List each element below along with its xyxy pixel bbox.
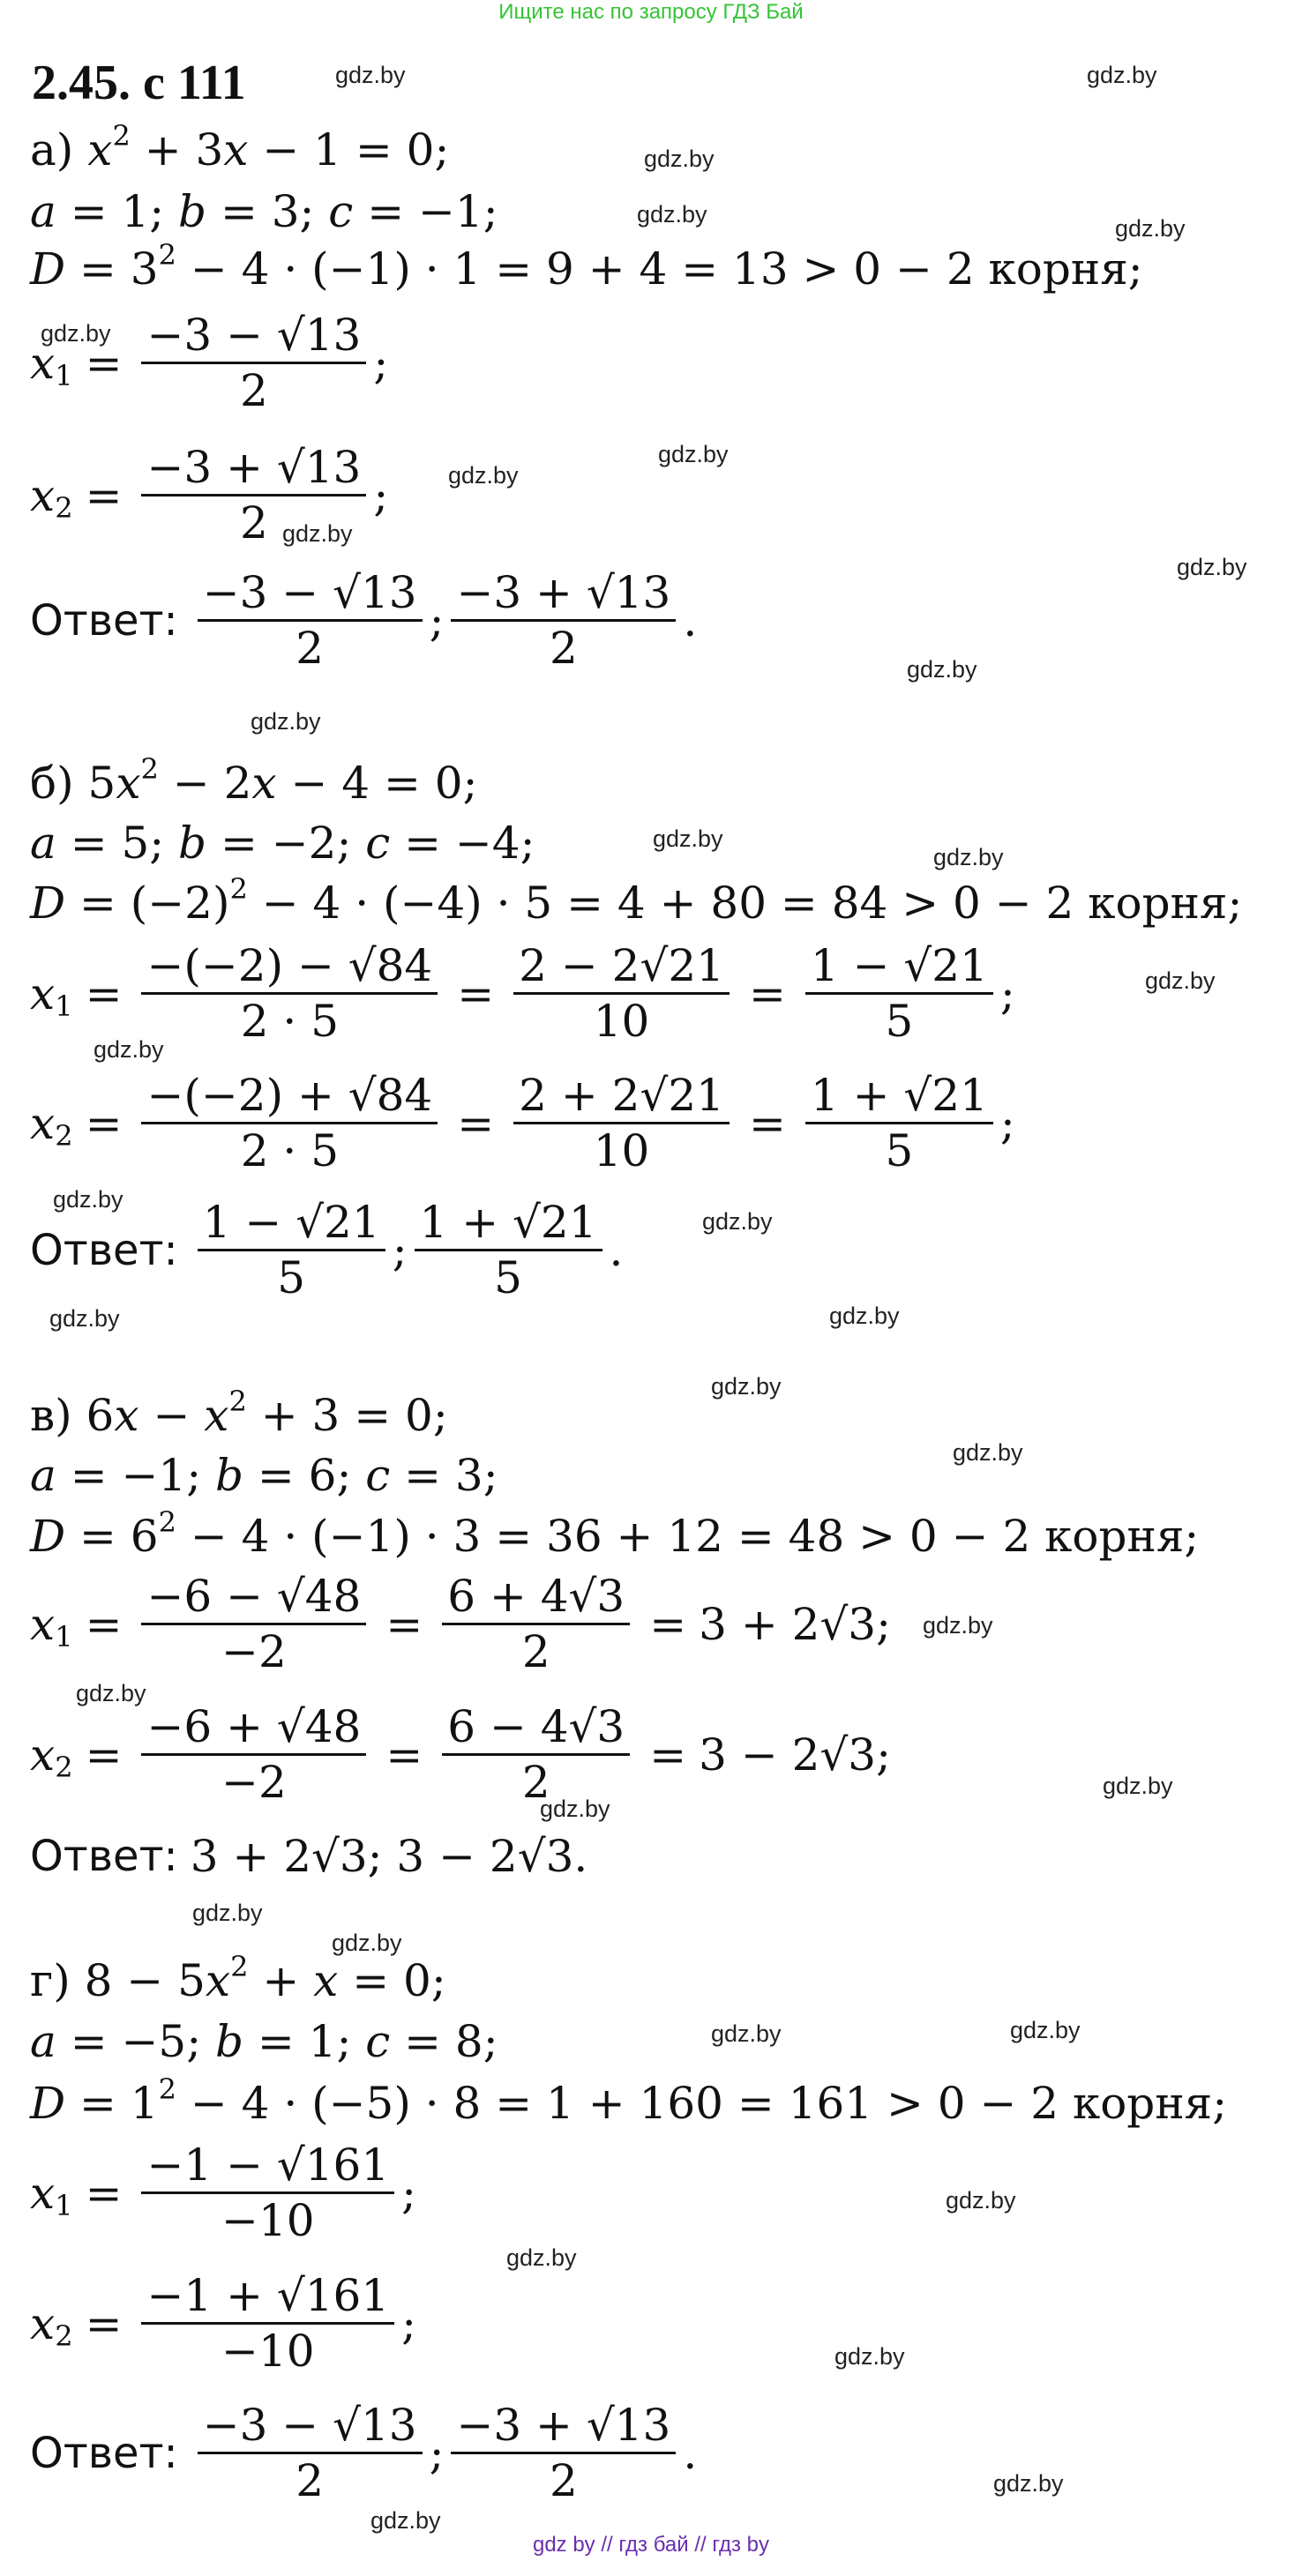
part-a-discriminant: $D = 3^2 - 4 \cdot (-1) \cdot 1 = 9 + 4 = 13 > 0 - 2$ корня; (30, 238, 1143, 295)
part-b-x1: x 1 = $\frac{-(-2) - √84}{2 \cdot 5}$ = $\frac{2 - 2√21}{10}$ = $\frac{1 - √21}{5}$ ; (30, 940, 1015, 1047)
part-c-discriminant: $D = 6^2 - 4 \cdot (-1) \cdot 3 = 36 + 12 = 48 > 0 - 2$ корня; (30, 1505, 1200, 1562)
watermark: gdz.by (94, 1036, 164, 1063)
watermark: gdz.by (953, 1439, 1023, 1466)
watermark: gdz.by (644, 146, 715, 172)
watermark: gdz.by (251, 708, 321, 735)
watermark: gdz.by (332, 1930, 402, 1956)
watermark: gdz.by (41, 320, 111, 347)
watermark: gdz.by (829, 1303, 900, 1329)
part-c-x1: x 1 = $\frac{-6 - √48}{-2}$ = $\frac{6 + 4√3}{2}$ = 3 + 2√3; (30, 1571, 891, 1677)
footer-links[interactable]: gdz by // гдз бай // гдз by (532, 2533, 770, 2557)
watermark: gdz.by (653, 825, 723, 852)
part-c-x2: x 2 = $\frac{-6 + √48}{-2}$ = $\frac{6 - 4√3}{2}$ = 3 − 2√3; (30, 1701, 891, 1808)
watermark: gdz.by (506, 2244, 577, 2271)
exercise-title: 2.45. с 111 (32, 56, 246, 110)
watermark: gdz.by (1145, 967, 1216, 994)
part-b-discriminant: $D = (-2)^2 - 4 \cdot (-4) \cdot 5 = 4 + 80 = 84 > 0 - 2$ корня; (30, 872, 1243, 929)
watermark: gdz.by (540, 1796, 610, 1822)
watermark: gdz.by (282, 520, 353, 547)
watermark: gdz.by (834, 2343, 905, 2370)
watermark: gdz.by (448, 462, 519, 489)
watermark: gdz.by (76, 1680, 146, 1706)
part-c-equation: в) $6x - x^2 + 3 = 0$; (30, 1385, 448, 1441)
part-b-x2: x 2 = $\frac{-(-2) + √84}{2 \cdot 5}$ = $\frac{2 + 2√21}{10}$ = $\frac{1 + √21}{5}$ ; (30, 1070, 1015, 1176)
watermark: gdz.by (711, 1373, 782, 1400)
watermark: gdz.by (907, 656, 977, 683)
part-d-x2: x 2 = $\frac{-1 + √161}{-10}$ ; (30, 2270, 417, 2377)
part-d-x1: x 1 = $\frac{-1 - √161}{-10}$ ; (30, 2139, 417, 2246)
watermark: gdz.by (711, 2020, 782, 2047)
watermark: gdz.by (49, 1305, 120, 1332)
part-a-coefficients: a = 1; b = 3; c = −1; (30, 186, 498, 237)
watermark: gdz.by (1177, 554, 1247, 580)
search-hint-banner[interactable]: Ищите нас по запросу ГДЗ Бай (498, 0, 804, 24)
watermark: gdz.by (53, 1186, 123, 1213)
part-d-coefficients: a = −5; b = 1; c = 8; (30, 2016, 498, 2067)
watermark: gdz.by (1087, 62, 1157, 88)
part-b-answer: Ответ: $\frac{1 - √21}{5}$ ; $\frac{1 + √21}{5}$ . (30, 1197, 624, 1303)
part-b-equation: б) $5x^2 - 2x - 4 = 0$; (30, 752, 478, 809)
part-a-answer: Ответ: $\frac{-3 - √13}{2}$ ; $\frac{-3 + √13}{2}$ . (30, 567, 698, 674)
watermark: gdz.by (335, 62, 406, 88)
part-a-equation: а) $x^2 + 3x - 1 = 0$; (30, 119, 450, 175)
part-c-answer: Ответ: 3 + 2√3; 3 − 2√3. (30, 1831, 588, 1882)
watermark: gdz.by (702, 1208, 773, 1235)
watermark: gdz.by (1115, 215, 1186, 242)
part-d-discriminant: $D = 1^2 - 4 \cdot (-5) \cdot 8 = 1 + 160 = 161 > 0 - 2$ корня; (30, 2072, 1228, 2129)
part-b-coefficients: a = 5; b = −2; c = −4; (30, 818, 535, 869)
part-c-coefficients: a = −1; b = 6; c = 3; (30, 1450, 498, 1501)
watermark: gdz.by (933, 844, 1004, 870)
watermark: gdz.by (993, 2470, 1064, 2497)
part-a-x2: x 2 = $\frac{-3 + √13}{2}$ ; (30, 442, 389, 549)
part-d-equation: г) $8 - 5x^2 + x = 0$; (30, 1950, 446, 2006)
watermark: gdz.by (637, 201, 707, 228)
watermark: gdz.by (946, 2187, 1016, 2214)
watermark: gdz.by (923, 1612, 993, 1639)
watermark: gdz.by (1103, 1773, 1173, 1799)
watermark: gdz.by (192, 1900, 263, 1926)
watermark: gdz.by (658, 441, 729, 467)
part-d-answer: Ответ: $\frac{-3 - √13}{2}$ ; $\frac{-3 + √13}{2}$ . (30, 2400, 698, 2506)
watermark: gdz.by (370, 2507, 441, 2534)
part-a-x1: x 1 = $\frac{-3 - √13}{2}$ ; (30, 310, 389, 416)
watermark: gdz.by (1010, 2017, 1081, 2043)
